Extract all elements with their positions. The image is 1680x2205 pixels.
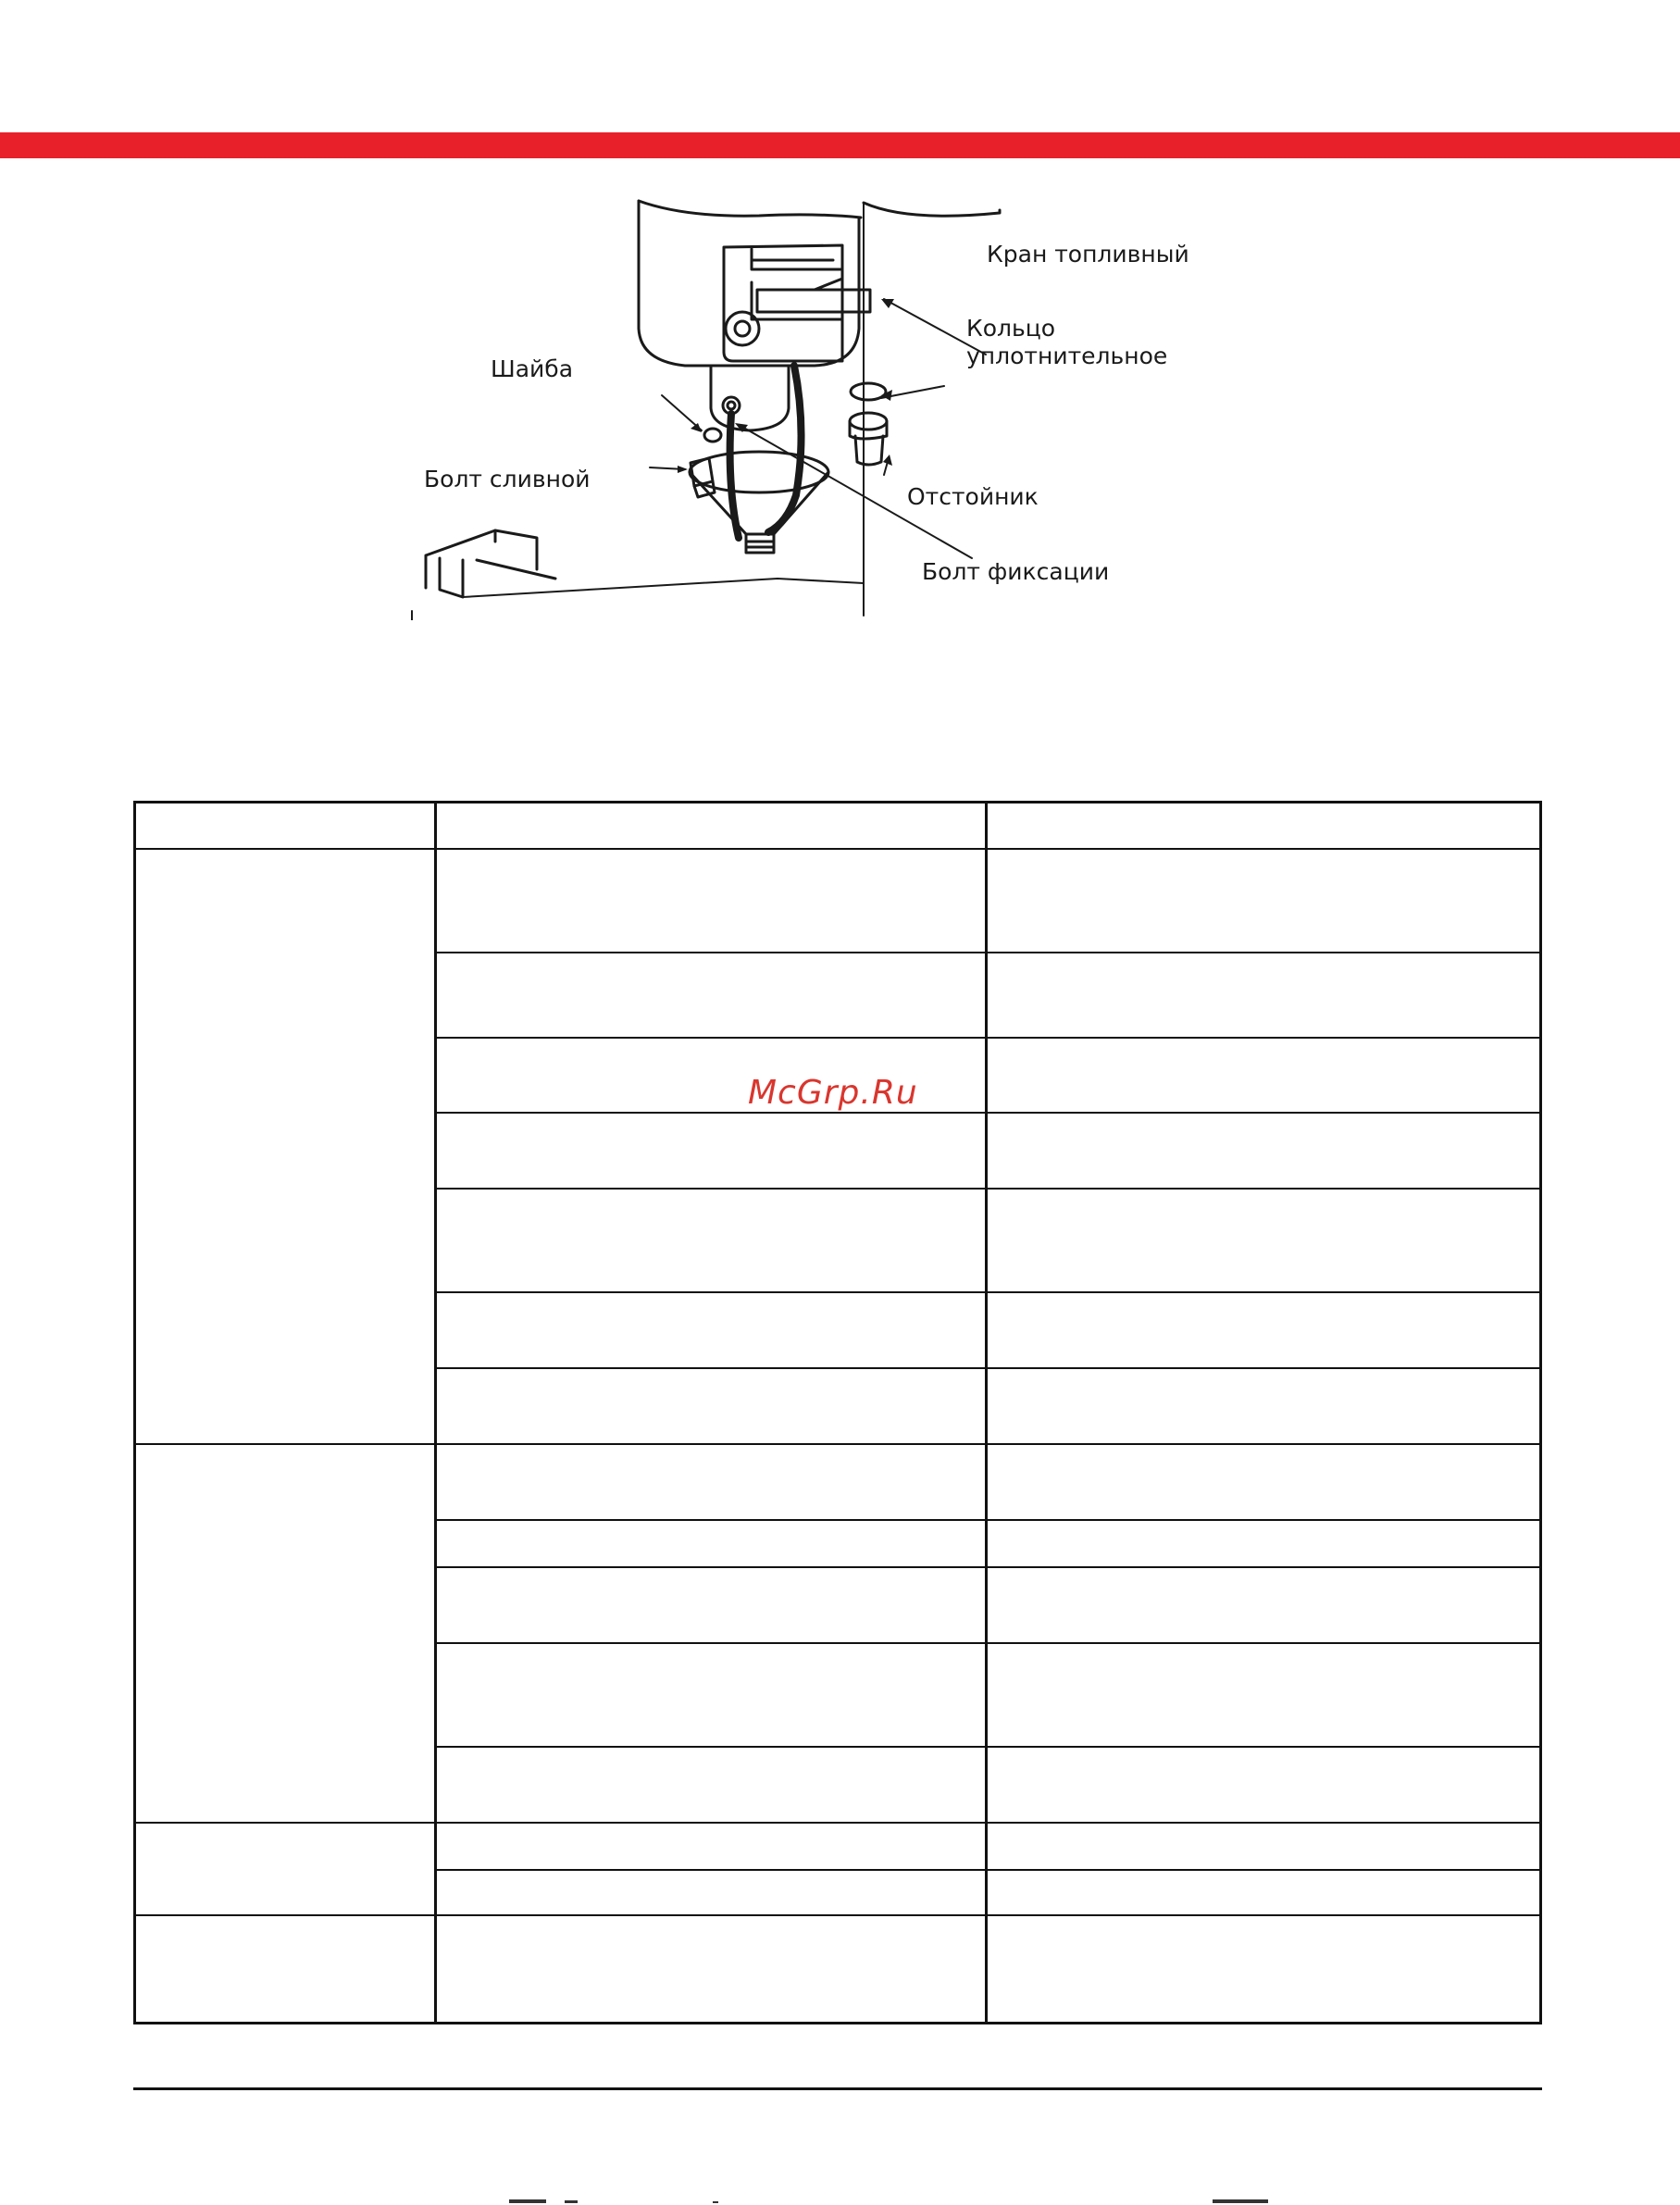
header-red-band [0, 132, 1680, 158]
label-washer: Шайба [491, 355, 574, 382]
table-column-divider [985, 804, 988, 2022]
table-row-divider [434, 1112, 1539, 1114]
table-row-divider [434, 1642, 1539, 1644]
label-seal-ring-line2: уплотнительное [966, 343, 1168, 369]
table-row-divider [434, 1037, 1539, 1039]
table-row-divider [434, 1869, 1539, 1871]
table-group-divider [136, 1914, 1539, 1916]
label-drain-bolt: Болт сливной [424, 466, 591, 492]
table-row-divider [434, 1566, 1539, 1568]
watermark-text: McGrp.Ru [748, 1074, 918, 1112]
table-row-divider [434, 1746, 1539, 1748]
table-column-divider [434, 804, 437, 2022]
table-row-divider [434, 1519, 1539, 1521]
label-sediment-cup: Отстойник [907, 483, 1039, 510]
table-row-divider [434, 1188, 1539, 1190]
label-fuel-valve: Кран топливный [987, 241, 1189, 268]
table-group-divider [136, 1822, 1539, 1824]
label-seal-ring-line1: Кольцо [966, 315, 1056, 342]
spec-table [133, 801, 1542, 2024]
table-header-divider [136, 848, 1539, 850]
label-fixing-bolt: Болт фиксации [922, 558, 1110, 585]
table-row-divider [434, 1367, 1539, 1369]
table-row-divider [434, 1291, 1539, 1293]
table-row-divider [434, 952, 1539, 953]
page-edge-marks [509, 2194, 1342, 2205]
table-group-divider [136, 1443, 1539, 1445]
footer-rule [133, 2087, 1542, 2090]
